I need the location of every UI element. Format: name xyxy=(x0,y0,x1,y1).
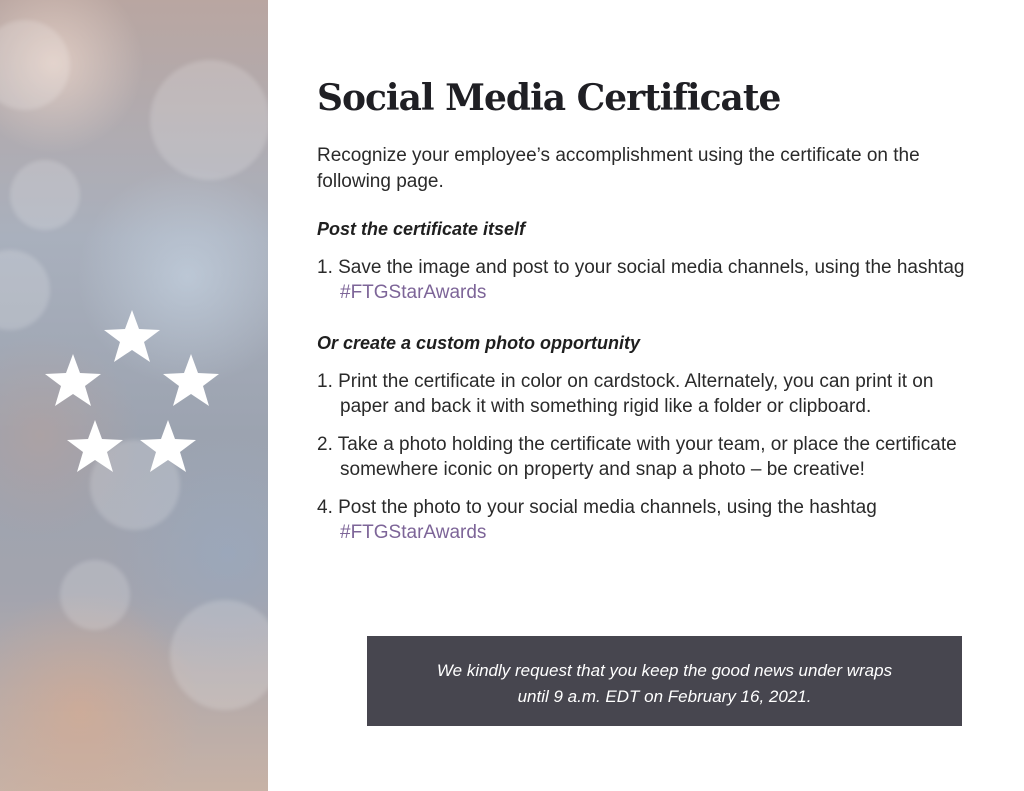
star-icon xyxy=(140,420,196,472)
list-item-text: 1. Save the image and post to your social media channels, using the hashtag xyxy=(317,257,965,278)
notice-line-2: until 9 a.m. EDT on February 16, 2021. xyxy=(517,687,812,706)
hashtag-link[interactable]: #FTGStarAwards xyxy=(340,522,487,543)
bokeh-circle xyxy=(0,20,70,110)
hashtag-link[interactable]: #FTGStarAwards xyxy=(340,282,487,303)
embargo-notice-box xyxy=(367,636,962,726)
list-item xyxy=(317,495,977,545)
main-content xyxy=(317,70,977,545)
list-item: 1. Print the certificate in color on cardstock. Alternately, you can print it on paper and back it with something rigid like a folder or clipboard. xyxy=(317,371,934,417)
star-icon xyxy=(45,354,101,406)
list-item: 2. Take a photo holding the certificate with your team, or place the certificate somewhere iconic on property and snap a photo – be creative! xyxy=(317,434,957,480)
list-item xyxy=(317,255,977,305)
section-heading-post: Post the certificate itself xyxy=(317,219,526,239)
star-icon xyxy=(163,354,219,406)
bokeh-circle xyxy=(150,60,268,180)
stars-graphic xyxy=(40,310,225,485)
list-item-text: 4. Post the photo to your social media channels, using the hashtag xyxy=(317,497,877,518)
bokeh-circle xyxy=(60,560,130,630)
page-title: Social Media Certificate xyxy=(317,77,781,119)
bokeh-circle xyxy=(10,160,80,230)
bokeh-circle xyxy=(170,600,268,710)
intro-paragraph: Recognize your employee’s accomplishment using the certificate on the following page. xyxy=(317,145,920,192)
star-icon xyxy=(104,310,160,362)
decorative-bokeh-panel xyxy=(0,0,268,791)
star-icon xyxy=(67,420,123,472)
five-star-ring-icon xyxy=(40,310,225,485)
section-heading-custom: Or create a custom photo opportunity xyxy=(317,333,641,353)
notice-line-1: We kindly request that you keep the good news under wraps xyxy=(436,661,893,680)
